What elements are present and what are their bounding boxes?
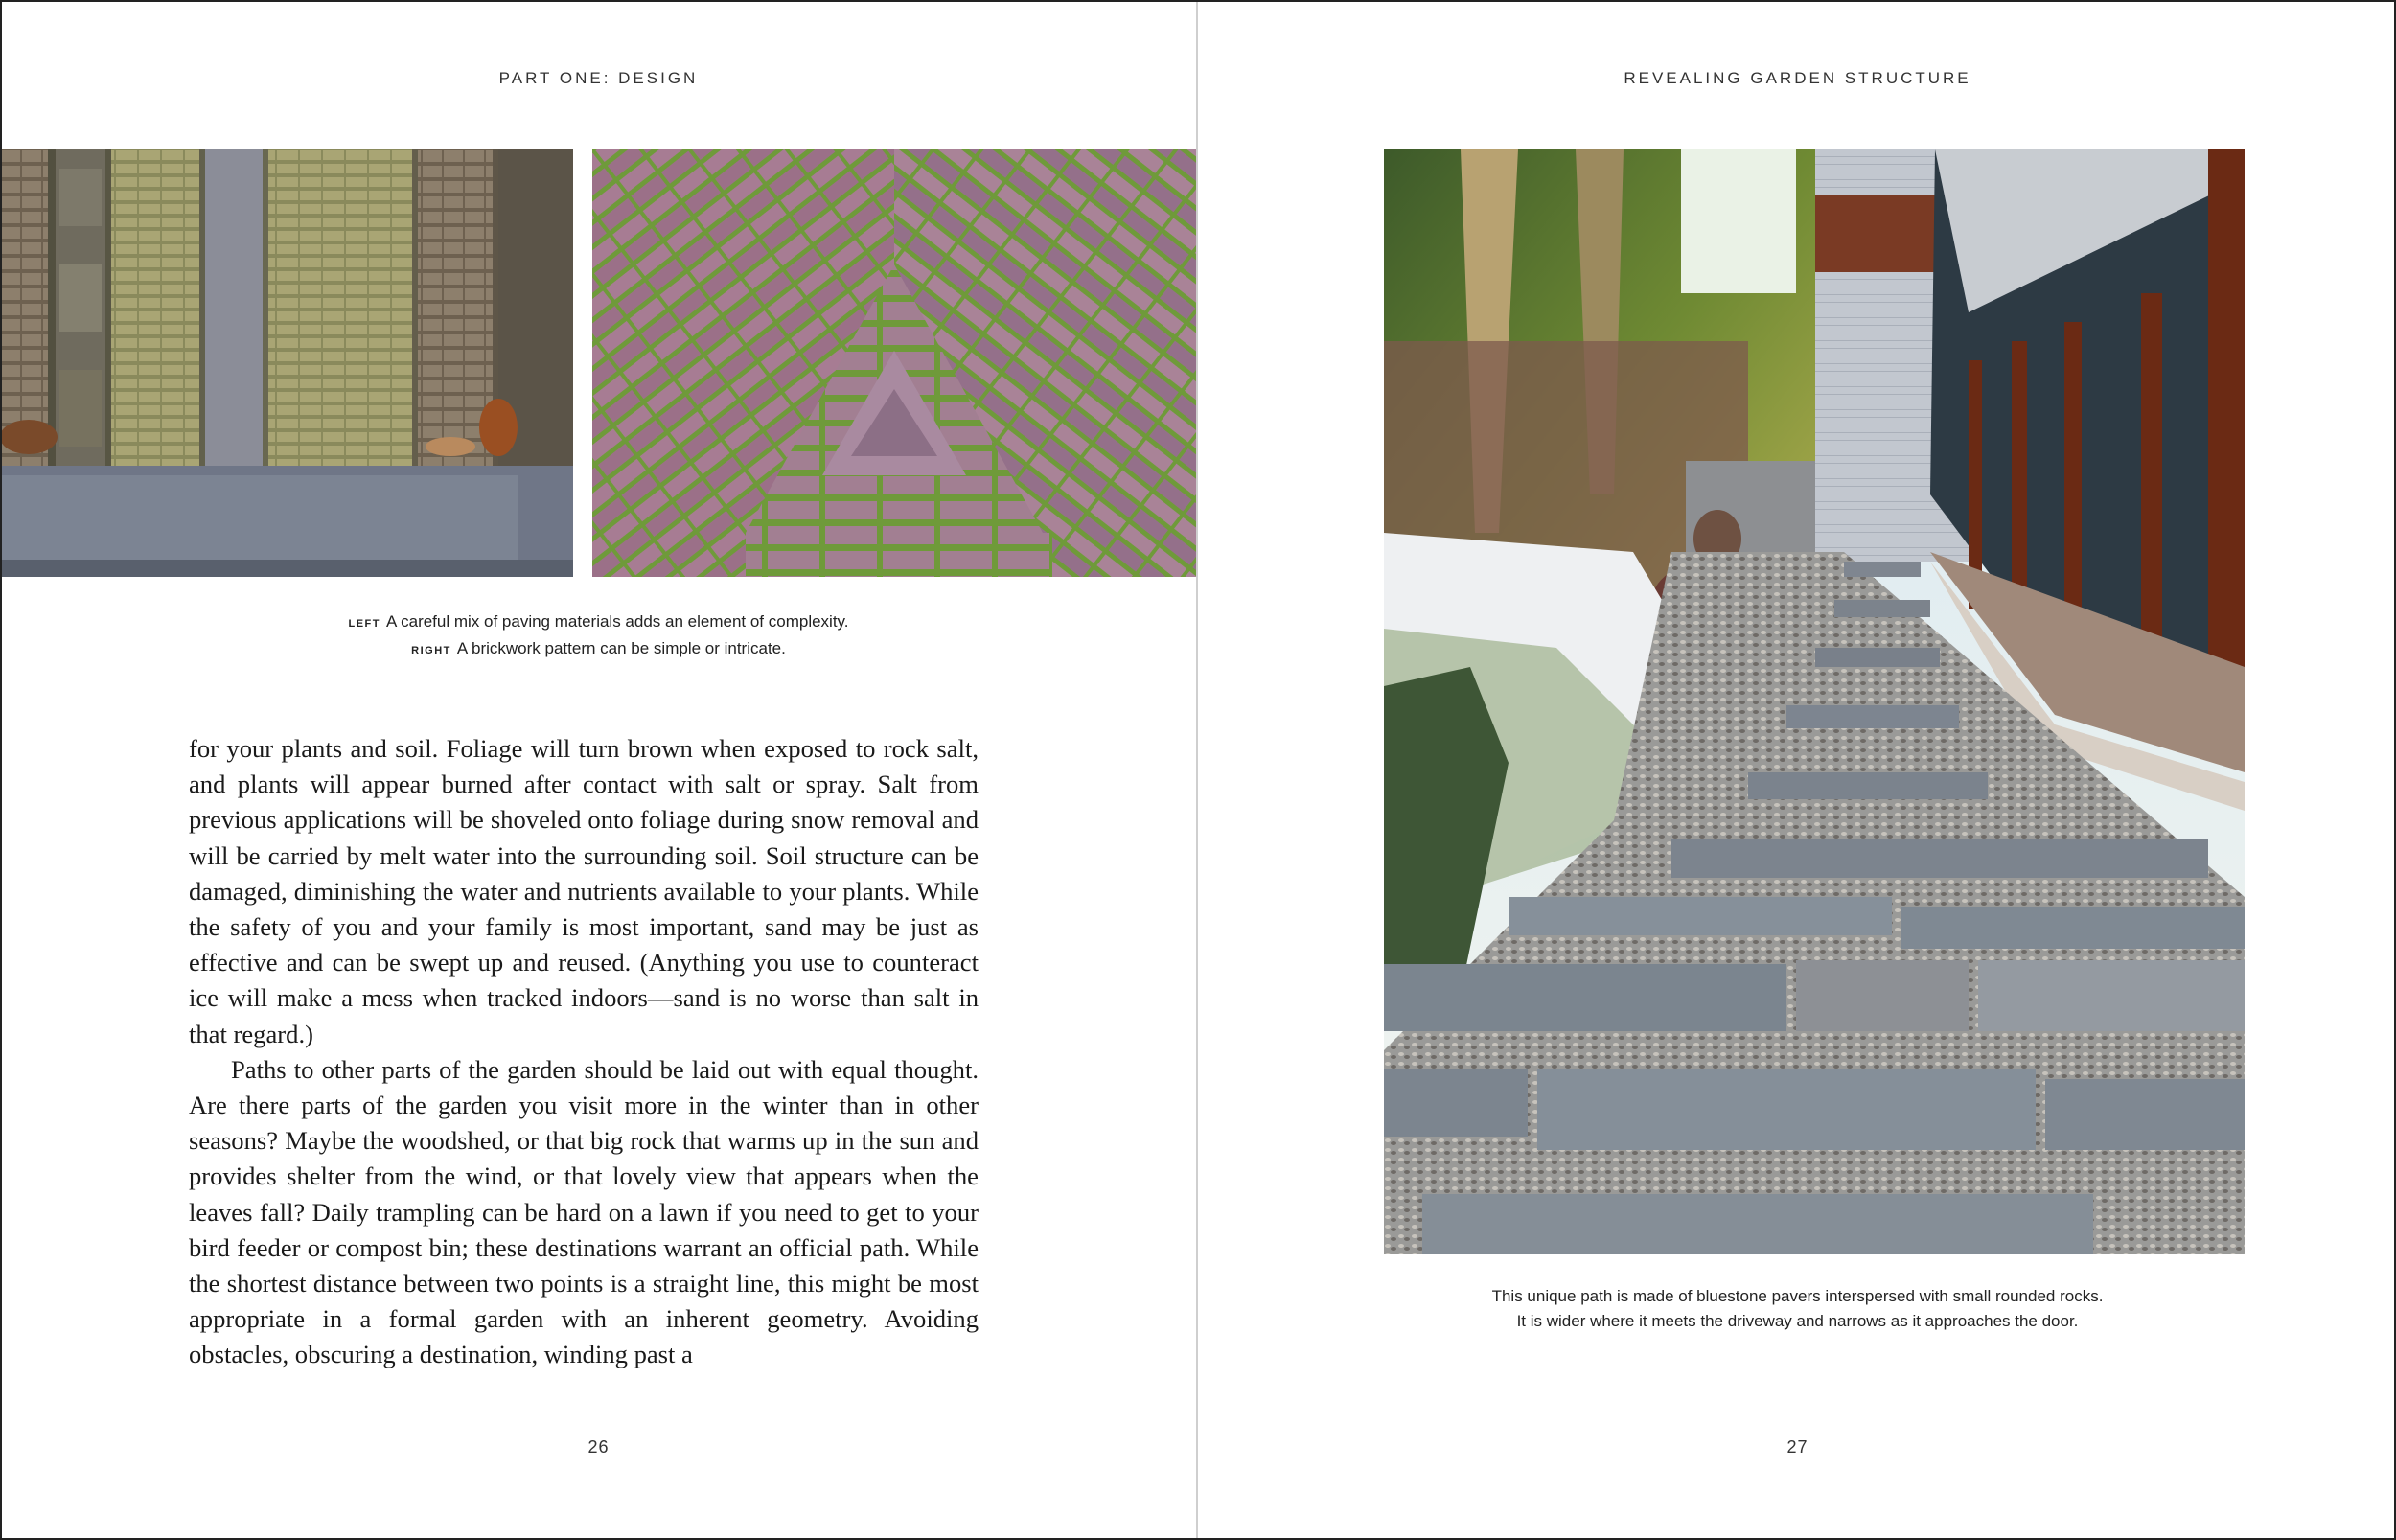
running-head-left: PART ONE: DESIGN — [498, 69, 699, 87]
right-page — [1199, 0, 2396, 1540]
running-head-right: REVEALING GARDEN STRUCTURE — [1624, 69, 1971, 87]
page-number-right: 27 — [1786, 1437, 1809, 1457]
body-text — [189, 731, 979, 1373]
page-number-left: 26 — [587, 1437, 610, 1457]
caption-text-left: A careful mix of paving materials adds an element of complexity. — [385, 612, 849, 631]
caption-left-photos — [0, 609, 1197, 663]
caption-text-right: A brickwork pattern can be simple or intricate. — [456, 639, 786, 657]
caption-label-right: RIGHT — [411, 645, 451, 656]
gutter-divider — [1196, 0, 1198, 1540]
bluestone-path-photo — [1384, 149, 2245, 1254]
paving-materials-photo — [0, 149, 573, 577]
caption-line-1: This unique path is made of bluestone pavers interspersed with small rounded rocks. — [1491, 1287, 2104, 1305]
caption-line-2: It is wider where it meets the driveway and narrows as it approaches the door. — [1516, 1312, 2079, 1330]
caption-line-left — [0, 609, 1197, 636]
brickwork-pattern-photo — [592, 149, 1197, 577]
body-paragraph-2: Paths to other parts of the garden should be laid out with equal thought. Are there parts of the garden you visit more in the winter than in other seasons? Maybe the woodshed, or that big rock that warms up in the sun and provides shelter from the wind, or that lovely view that appears when the leaves fall? Daily trampling can be hard on a lawn if you need to get to your bird feeder or compost bin; these destinations warrant an official path. While the shortest distance between two points is a straight line, this might be most appropriate in a formal garden with an inherent geometry. Avoiding obstacles, obscuring a destination, winding past a — [189, 1054, 979, 1369]
body-paragraph-1: for your plants and soil. Foliage will turn brown when exposed to rock salt, and plants will appear burned after contact with salt or spray. Salt from previous applications will be shoveled onto foliage during snow removal and will be carried by melt water into the surrounding soil. Soil structure can be damaged, diminishing the water and nutrients available to your plants. While the safety of you and your family is most important, sand may be just as effective and can be swept up and reused. (Anything you use to counteract ice will make a mess when tracked indoors—sand is no worse than salt in that regard.) — [189, 734, 979, 1048]
caption-path-photo — [1199, 1284, 2396, 1334]
caption-label-left: LEFT — [348, 618, 380, 630]
left-page — [0, 0, 1197, 1540]
caption-line-right — [0, 636, 1197, 663]
